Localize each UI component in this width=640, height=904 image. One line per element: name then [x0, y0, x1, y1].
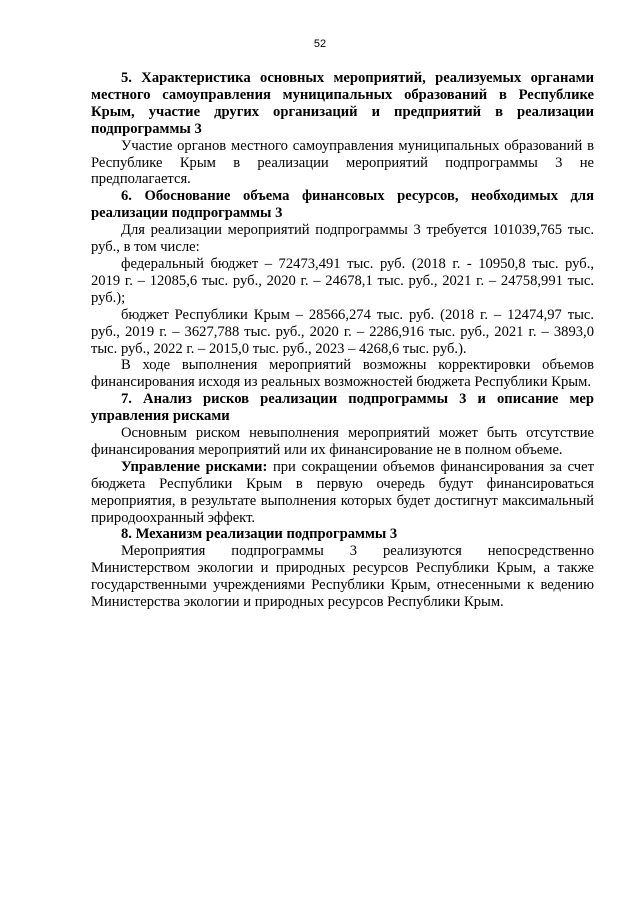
document-body	[91, 70, 594, 611]
section-7-paragraph-2	[91, 459, 594, 527]
section-5-paragraph-1: Участие органов местного самоуправления муниципальных образований в Республике Крым в реализации мероприятий подпрограммы 3 не предполагается.	[91, 137, 594, 188]
section-6-paragraph-1: Для реализации мероприятий подпрограммы 3 требуется 101039,765 тыс. руб., в том числе:	[91, 222, 594, 256]
risk-management-text: при сокращении объемов финансирования за счет бюджета Республики Крым в первую очередь будут финансироваться мероприятия, в результате выполнения которых будет достигнут максимальный природоохранный эффект.	[91, 458, 594, 526]
page-number: 52	[313, 38, 327, 50]
section-8-paragraph-1: Мероприятия подпрограммы 3 реализуются непосредственно Министерством экологии и природных ресурсов Республики Крым, а также государственными учреждениями Республики Крым, отнесенными к ведению Министерства экологии и природных ресурсов Республики Крым.	[91, 543, 594, 611]
section-6-paragraph-2: федеральный бюджет – 72473,491 тыс. руб. (2018 г. - 10950,8 тыс. руб., 2019 г. – 12085,6 тыс. руб., 2020 г. – 24678,1 тыс. руб., 2021 г. – 24758,991 тыс. руб.);	[91, 255, 594, 306]
risk-management-lead: Управление рисками:	[121, 458, 268, 475]
section-6-paragraph-3: бюджет Республики Крым – 28566,274 тыс. руб. (2018 г. – 12474,97 тыс. руб., 2019 г. – 3627,788 тыс. руб., 2020 г. – 2286,916 тыс. руб., 2021 г. – 3893,0 тыс. руб., 2022 г. – 2015,0 тыс. руб., 2023 – 4268,6 тыс. руб.).	[91, 306, 594, 357]
section-7-heading: 7. Анализ рисков реализации подпрограммы 3 и описание мер управления рисками	[91, 391, 594, 425]
section-6-paragraph-4: В ходе выполнения мероприятий возможны корректировки объемов финансирования исходя из реальных возможностей бюджета Республики Крым.	[91, 357, 594, 391]
section-8-heading: 8. Механизм реализации подпрограммы 3	[121, 526, 398, 543]
section-7-paragraph-1: Основным риском невыполнения мероприятий может быть отсутствие финансирования мероприятий или их финансирование не в полном объеме.	[91, 425, 594, 458]
section-5-heading: 5. Характеристика основных мероприятий, реализуемых органами местного самоуправления муниципальных образований в Республике Крым, участие других организаций и предприятий в реализации подпрограммы 3	[91, 70, 594, 137]
section-6-heading: 6. Обоснование объема финансовых ресурсов, необходимых для реализации подпрограммы 3	[91, 188, 594, 222]
